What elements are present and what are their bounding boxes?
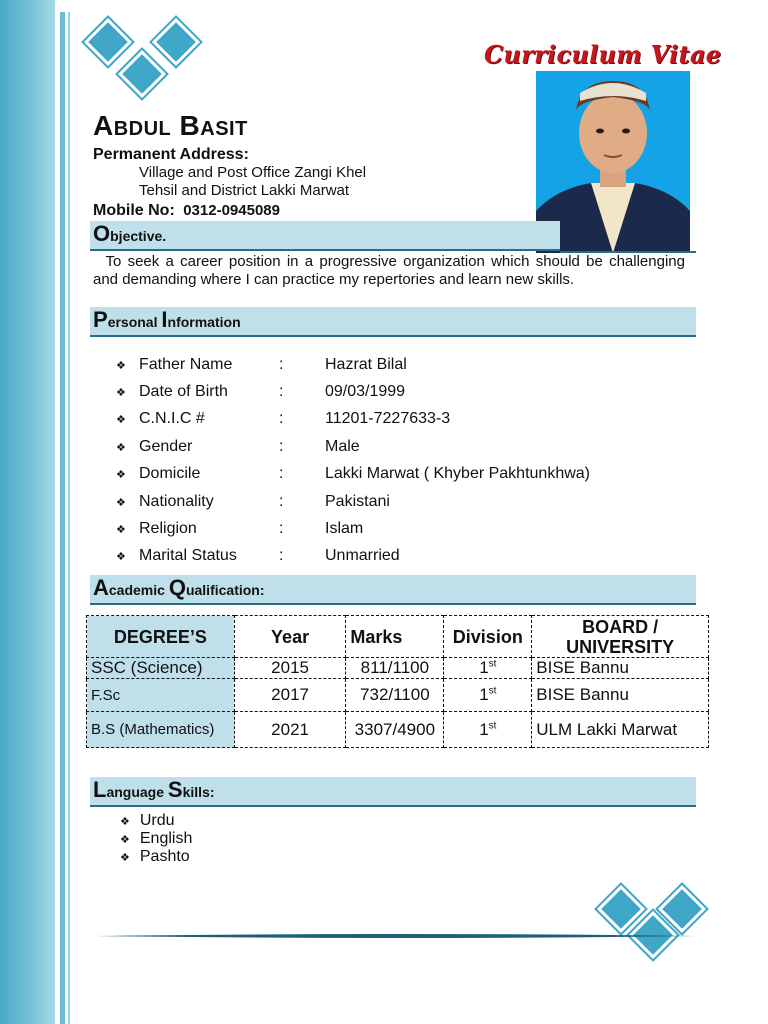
heading-text: kills: bbox=[182, 784, 215, 800]
marks-cell: 811/1100 bbox=[346, 658, 444, 679]
degree-cell: B.S (Mathematics) bbox=[87, 712, 235, 748]
division-suffix: st bbox=[488, 658, 497, 670]
board-cell: ULM Lakki Marwat bbox=[532, 712, 709, 748]
diamond-ornament bbox=[118, 50, 166, 98]
column-header: Year bbox=[234, 616, 346, 658]
degree-cell: F.Sc bbox=[87, 679, 235, 712]
diamond-ornament bbox=[84, 18, 132, 66]
info-value: Hazrat Bilal bbox=[325, 356, 407, 373]
language-section-header bbox=[90, 777, 696, 807]
division-cell bbox=[444, 679, 532, 712]
info-label: Date of Birth bbox=[139, 383, 228, 400]
heading-cap: L bbox=[93, 777, 107, 802]
info-value: Male bbox=[325, 438, 360, 455]
info-label: Gender bbox=[139, 438, 193, 455]
marks-cell: 3307/4900 bbox=[346, 712, 444, 748]
footer-divider bbox=[96, 932, 696, 940]
diamond-bullet-icon: ❖ bbox=[120, 834, 130, 846]
document-title: Curriculum Vitae bbox=[484, 40, 722, 69]
info-separator: : bbox=[279, 356, 284, 373]
info-separator: : bbox=[279, 410, 284, 427]
heading-cap: P bbox=[93, 307, 108, 332]
info-separator: : bbox=[279, 493, 284, 510]
info-label: Domicile bbox=[139, 465, 201, 482]
heading-cap: O bbox=[93, 221, 111, 246]
heading-cap: S bbox=[167, 777, 183, 802]
heading-cap: A bbox=[93, 575, 109, 600]
diamond-bullet-icon: ❖ bbox=[116, 497, 126, 509]
diamond-bullet-icon: ❖ bbox=[116, 524, 126, 536]
personal-info-section-header bbox=[90, 307, 696, 337]
info-separator: : bbox=[279, 383, 284, 400]
info-label: Marital Status bbox=[139, 547, 237, 564]
degree-cell: SSC (Science) bbox=[87, 658, 235, 679]
table-row bbox=[87, 658, 709, 679]
info-separator: : bbox=[279, 465, 284, 482]
address-line-1: Village and Post Office Zangi Khel bbox=[139, 164, 367, 181]
objective-section-header bbox=[90, 221, 560, 251]
address-label: Permanent Address: bbox=[93, 146, 249, 163]
marks-cell: 732/1100 bbox=[346, 679, 444, 712]
info-label: C.N.I.C # bbox=[139, 410, 205, 427]
info-label: Father Name bbox=[139, 356, 233, 373]
decorative-stripe bbox=[68, 12, 70, 1024]
info-value: Lakki Marwat ( Khyber Pakhtunkhwa) bbox=[325, 465, 590, 482]
info-label: Religion bbox=[139, 520, 197, 537]
division-suffix: st bbox=[488, 719, 497, 731]
list-item bbox=[120, 830, 192, 848]
column-header: Division bbox=[444, 616, 532, 658]
heading-text: cademic bbox=[108, 582, 169, 598]
heading-text: anguage bbox=[106, 784, 168, 800]
info-separator: : bbox=[279, 520, 284, 537]
division-value: 1 bbox=[479, 658, 489, 677]
heading-cap: I bbox=[161, 307, 168, 332]
info-separator: : bbox=[279, 438, 284, 455]
diamond-bullet-icon: ❖ bbox=[116, 469, 126, 481]
diamond-bullet-icon: ❖ bbox=[120, 816, 130, 828]
heading-text: bjective. bbox=[110, 228, 167, 244]
board-cell: BISE Bannu bbox=[532, 679, 709, 712]
column-header: DEGREE’S bbox=[87, 616, 235, 658]
diamond-bullet-icon: ❖ bbox=[120, 852, 130, 864]
decorative-stripe bbox=[60, 12, 65, 1024]
column-header: Marks bbox=[346, 616, 444, 658]
info-value: Islam bbox=[325, 520, 364, 537]
table-row bbox=[87, 712, 709, 748]
diamond-ornament bbox=[152, 18, 200, 66]
info-label: Nationality bbox=[139, 493, 214, 510]
objective-paragraph: To seek a career position in a progressive organization which should be challenging and demanding where I can practice my repertories and learn new skills. bbox=[93, 253, 685, 288]
division-suffix: st bbox=[488, 685, 497, 697]
heading-text: nformation bbox=[167, 314, 241, 330]
info-value: 09/03/1999 bbox=[325, 383, 406, 400]
table-header-row bbox=[87, 616, 709, 658]
division-value: 1 bbox=[479, 719, 489, 739]
year-cell: 2021 bbox=[234, 712, 346, 748]
diamond-bullet-icon: ❖ bbox=[116, 551, 126, 563]
year-cell: 2015 bbox=[234, 658, 346, 679]
left-decorative-band bbox=[0, 0, 55, 1024]
language-name: English bbox=[139, 830, 193, 847]
info-value: Unmarried bbox=[325, 547, 400, 564]
table-row bbox=[87, 679, 709, 712]
heading-cap: Q bbox=[168, 575, 186, 600]
column-header: BOARD / UNIVERSITY bbox=[532, 616, 709, 658]
diamond-bullet-icon: ❖ bbox=[116, 387, 126, 399]
language-name: Urdu bbox=[139, 812, 175, 829]
diamond-bullet-icon: ❖ bbox=[116, 442, 126, 454]
mobile-number: 0312-0945089 bbox=[183, 202, 280, 219]
heading-text: ersonal bbox=[107, 314, 162, 330]
academic-section-header bbox=[90, 575, 696, 605]
info-value: Pakistani bbox=[325, 493, 390, 510]
board-cell: BISE Bannu bbox=[532, 658, 709, 679]
objective-text bbox=[93, 253, 685, 289]
mobile-label-text: Mobile No: bbox=[93, 202, 175, 219]
year-cell: 2017 bbox=[234, 679, 346, 712]
language-name: Pashto bbox=[139, 848, 190, 865]
info-separator: : bbox=[279, 547, 284, 564]
diamond-bullet-icon: ❖ bbox=[116, 414, 126, 426]
division-value: 1 bbox=[479, 685, 489, 704]
list-item bbox=[120, 812, 175, 830]
academic-table bbox=[86, 615, 709, 748]
division-cell bbox=[444, 712, 532, 748]
info-value: 11201-7227633-3 bbox=[325, 410, 451, 427]
candidate-name: Abdul Basit bbox=[93, 110, 248, 141]
diamond-bullet-icon: ❖ bbox=[116, 360, 126, 372]
heading-text: ualification: bbox=[185, 582, 265, 598]
mobile-label bbox=[93, 202, 280, 220]
address-line-2: Tehsil and District Lakki Marwat bbox=[139, 182, 350, 199]
list-item bbox=[120, 848, 190, 866]
division-cell bbox=[444, 658, 532, 679]
